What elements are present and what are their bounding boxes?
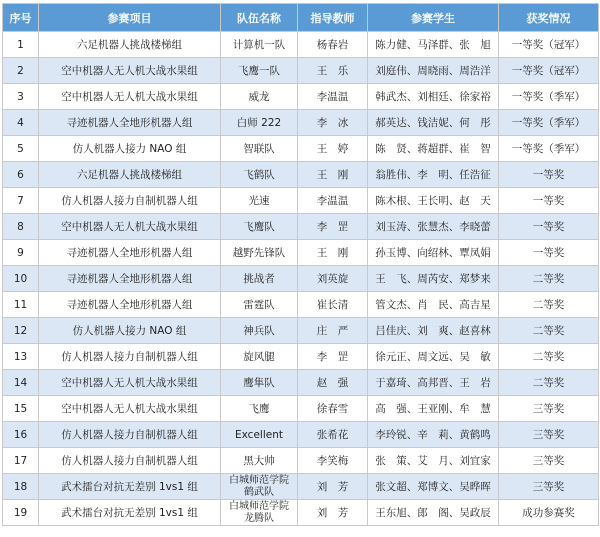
cell-project: 六足机器人挑战楼梯组 bbox=[39, 32, 221, 58]
table-row bbox=[3, 396, 599, 422]
cell-team bbox=[221, 214, 298, 240]
cell-award: 一等奖（冠军） bbox=[499, 32, 599, 58]
table-body bbox=[3, 32, 599, 526]
cell-award: 二等奖 bbox=[499, 266, 599, 292]
cell-project: 仿人机器人接力自制机器人组 bbox=[39, 448, 221, 474]
cell-award: 一等奖 bbox=[499, 188, 599, 214]
cell-award: 成功参赛奖 bbox=[499, 500, 599, 526]
cell-teacher: 杨春岩 bbox=[298, 32, 368, 58]
team-name-line: 黑大帅 bbox=[243, 455, 275, 467]
table-row bbox=[3, 162, 599, 188]
header-project: 参赛项目 bbox=[39, 4, 221, 32]
cell-team bbox=[221, 58, 298, 84]
cell-team bbox=[221, 344, 298, 370]
table-row bbox=[3, 474, 599, 500]
cell-teacher: 李 罡 bbox=[298, 214, 368, 240]
cell-no: 5 bbox=[3, 136, 39, 162]
cell-students: 翁胜伟、李 明、任浩征 bbox=[368, 162, 499, 188]
cell-team bbox=[221, 396, 298, 422]
cell-team bbox=[221, 500, 298, 526]
cell-award: 二等奖 bbox=[499, 292, 599, 318]
header-award: 获奖情况 bbox=[499, 4, 599, 32]
team-name-line: 飞鹤队 bbox=[243, 169, 275, 181]
table-row bbox=[3, 32, 599, 58]
cell-team bbox=[221, 240, 298, 266]
cell-students: 管文杰、肖 民、高吉星 bbox=[368, 292, 499, 318]
cell-teacher: 张希花 bbox=[298, 422, 368, 448]
cell-teacher: 李 罡 bbox=[298, 344, 368, 370]
header-team: 队伍名称 bbox=[221, 4, 298, 32]
cell-team bbox=[221, 448, 298, 474]
cell-teacher: 王 刚 bbox=[298, 162, 368, 188]
cell-award: 二等奖 bbox=[499, 344, 599, 370]
cell-award: 一等奖 bbox=[499, 214, 599, 240]
cell-award: 二等奖 bbox=[499, 318, 599, 344]
table-row bbox=[3, 110, 599, 136]
cell-students: 陈木根、王长明、赵 天 bbox=[368, 188, 499, 214]
team-name-line: 神兵队 bbox=[243, 325, 275, 337]
cell-project: 六足机器人挑战楼梯组 bbox=[39, 162, 221, 188]
table-row bbox=[3, 370, 599, 396]
cell-project: 仿人机器人接力 NAO 组 bbox=[39, 136, 221, 162]
team-name-line: 白城师范学院 bbox=[229, 474, 289, 486]
cell-students: 徐元正、周文远、吴 敏 bbox=[368, 344, 499, 370]
cell-award: 一等奖（冠军） bbox=[499, 58, 599, 84]
cell-students: 王 飞、周芮安、郑梦来 bbox=[368, 266, 499, 292]
cell-no: 11 bbox=[3, 292, 39, 318]
cell-students: 于嘉琦、高邦晋、王 岩 bbox=[368, 370, 499, 396]
cell-award: 三等奖 bbox=[499, 448, 599, 474]
cell-students: 张文超、郑博文、吴晔晖 bbox=[368, 474, 499, 500]
header-teacher: 指导教师 bbox=[298, 4, 368, 32]
cell-students: 张 策、艾 月、刘宜家 bbox=[368, 448, 499, 474]
cell-no: 4 bbox=[3, 110, 39, 136]
cell-project: 仿人机器人接力自制机器人组 bbox=[39, 188, 221, 214]
cell-team bbox=[221, 136, 298, 162]
team-name-line: 鹰隼队 bbox=[243, 377, 275, 389]
table-row bbox=[3, 84, 599, 110]
team-name-line: 计算机一队 bbox=[232, 39, 286, 51]
header-students: 参赛学生 bbox=[368, 4, 499, 32]
table-row bbox=[3, 136, 599, 162]
cell-project: 寻迹机器人全地形机器人组 bbox=[39, 266, 221, 292]
table-row bbox=[3, 292, 599, 318]
table-header bbox=[3, 4, 599, 32]
team-name-line: 光速 bbox=[248, 195, 270, 207]
header-row bbox=[3, 4, 599, 32]
cell-team bbox=[221, 266, 298, 292]
cell-teacher: 刘 芳 bbox=[298, 500, 368, 526]
cell-no: 17 bbox=[3, 448, 39, 474]
cell-teacher: 王 婷 bbox=[298, 136, 368, 162]
table-row bbox=[3, 344, 599, 370]
cell-team bbox=[221, 422, 298, 448]
team-name-line: 白城师范学院 bbox=[229, 500, 289, 512]
cell-students: 郝英达、钱洁妮、何 彤 bbox=[368, 110, 499, 136]
table-row bbox=[3, 214, 599, 240]
table-row bbox=[3, 188, 599, 214]
cell-award: 三等奖 bbox=[499, 422, 599, 448]
cell-no: 18 bbox=[3, 474, 39, 500]
team-name-line: Excellent bbox=[235, 428, 283, 441]
table-row bbox=[3, 422, 599, 448]
cell-students: 刘玉涛、张慧杰、李晓蕾 bbox=[368, 214, 499, 240]
cell-project: 寻迹机器人全地形机器人组 bbox=[39, 240, 221, 266]
cell-team bbox=[221, 84, 298, 110]
cell-project: 仿人机器人接力自制机器人组 bbox=[39, 422, 221, 448]
cell-team bbox=[221, 110, 298, 136]
cell-no: 13 bbox=[3, 344, 39, 370]
team-name-line: 飞鹰队 bbox=[243, 221, 275, 233]
results-table-wrapper bbox=[2, 3, 598, 526]
table-row bbox=[3, 58, 599, 84]
cell-students: 刘庭伟、周晓雨、周浩洋 bbox=[368, 58, 499, 84]
cell-no: 19 bbox=[3, 500, 39, 526]
cell-teacher: 李温温 bbox=[298, 188, 368, 214]
cell-teacher: 刘英旋 bbox=[298, 266, 368, 292]
cell-no: 15 bbox=[3, 396, 39, 422]
cell-teacher: 王 刚 bbox=[298, 240, 368, 266]
cell-no: 14 bbox=[3, 370, 39, 396]
cell-project: 空中机器人无人机大战水果组 bbox=[39, 214, 221, 240]
cell-award: 一等奖 bbox=[499, 162, 599, 188]
team-name-line: 飞鹰一队 bbox=[238, 65, 280, 77]
cell-team bbox=[221, 318, 298, 344]
cell-teacher: 李 冰 bbox=[298, 110, 368, 136]
cell-project: 寻迹机器人全地形机器人组 bbox=[39, 292, 221, 318]
cell-team bbox=[221, 292, 298, 318]
table-row bbox=[3, 448, 599, 474]
cell-teacher: 崔长清 bbox=[298, 292, 368, 318]
team-name-line: 白师 222 bbox=[236, 117, 282, 129]
cell-no: 2 bbox=[3, 58, 39, 84]
team-name-line: 龙腾队 bbox=[244, 512, 274, 524]
cell-project: 空中机器人无人机大战水果组 bbox=[39, 84, 221, 110]
cell-team bbox=[221, 474, 298, 500]
cell-teacher: 李温温 bbox=[298, 84, 368, 110]
team-name-line: 挑战者 bbox=[243, 273, 275, 285]
cell-no: 10 bbox=[3, 266, 39, 292]
cell-teacher: 赵 强 bbox=[298, 370, 368, 396]
team-name-line: 鹤武队 bbox=[244, 486, 274, 498]
cell-teacher: 王 乐 bbox=[298, 58, 368, 84]
table-row bbox=[3, 240, 599, 266]
results-table bbox=[2, 3, 599, 526]
cell-students: 高 强、王亚刚、牟 慧 bbox=[368, 396, 499, 422]
cell-no: 7 bbox=[3, 188, 39, 214]
cell-award: 一等奖（季军） bbox=[499, 136, 599, 162]
cell-project: 武术擂台对抗无差别 1vs1 组 bbox=[39, 500, 221, 526]
cell-award: 二等奖 bbox=[499, 370, 599, 396]
table-row bbox=[3, 500, 599, 526]
cell-teacher: 刘 芳 bbox=[298, 474, 368, 500]
cell-award: 一等奖（季军） bbox=[499, 110, 599, 136]
cell-team bbox=[221, 162, 298, 188]
cell-no: 6 bbox=[3, 162, 39, 188]
cell-project: 武术擂台对抗无差别 1vs1 组 bbox=[39, 474, 221, 500]
cell-students: 陈 贤、蒋超群、崔 智 bbox=[368, 136, 499, 162]
cell-award: 三等奖 bbox=[499, 396, 599, 422]
cell-students: 李玲锐、辛 莉、黄鹤鸣 bbox=[368, 422, 499, 448]
cell-students: 韩武杰、刘相廷、徐家裕 bbox=[368, 84, 499, 110]
cell-project: 仿人机器人接力自制机器人组 bbox=[39, 344, 221, 370]
cell-no: 8 bbox=[3, 214, 39, 240]
cell-teacher: 徐春雪 bbox=[298, 396, 368, 422]
team-name-line: 飞鹰 bbox=[248, 403, 270, 415]
cell-students: 王东旭、郎 阁、吴政辰 bbox=[368, 500, 499, 526]
header-no: 序号 bbox=[3, 4, 39, 32]
cell-award: 一等奖（季军） bbox=[499, 84, 599, 110]
cell-teacher: 庄 严 bbox=[298, 318, 368, 344]
cell-award: 三等奖 bbox=[499, 474, 599, 500]
cell-no: 3 bbox=[3, 84, 39, 110]
cell-no: 9 bbox=[3, 240, 39, 266]
table-row bbox=[3, 266, 599, 292]
cell-award: 一等奖 bbox=[499, 240, 599, 266]
cell-project: 空中机器人无人机大战水果组 bbox=[39, 370, 221, 396]
cell-project: 仿人机器人接力 NAO 组 bbox=[39, 318, 221, 344]
cell-project: 寻迹机器人全地形机器人组 bbox=[39, 110, 221, 136]
team-name-line: 雷霆队 bbox=[243, 299, 275, 311]
team-name-line: 越野先锋队 bbox=[232, 247, 286, 259]
cell-students: 陈力健、马泽群、张 旭 bbox=[368, 32, 499, 58]
team-name-line: 威龙 bbox=[248, 91, 270, 103]
cell-students: 吕佳庆、刘 爽、赵喜林 bbox=[368, 318, 499, 344]
cell-team bbox=[221, 188, 298, 214]
team-name-line: 旋风腿 bbox=[243, 351, 275, 363]
cell-no: 16 bbox=[3, 422, 39, 448]
cell-project: 空中机器人无人机大战水果组 bbox=[39, 396, 221, 422]
cell-teacher: 李笑梅 bbox=[298, 448, 368, 474]
cell-no: 1 bbox=[3, 32, 39, 58]
cell-project: 空中机器人无人机大战水果组 bbox=[39, 58, 221, 84]
cell-team bbox=[221, 32, 298, 58]
cell-no: 12 bbox=[3, 318, 39, 344]
table-row bbox=[3, 318, 599, 344]
cell-team bbox=[221, 370, 298, 396]
cell-students: 孙玉博、向绍林、覃凤娟 bbox=[368, 240, 499, 266]
team-name-line: 智联队 bbox=[243, 143, 275, 155]
